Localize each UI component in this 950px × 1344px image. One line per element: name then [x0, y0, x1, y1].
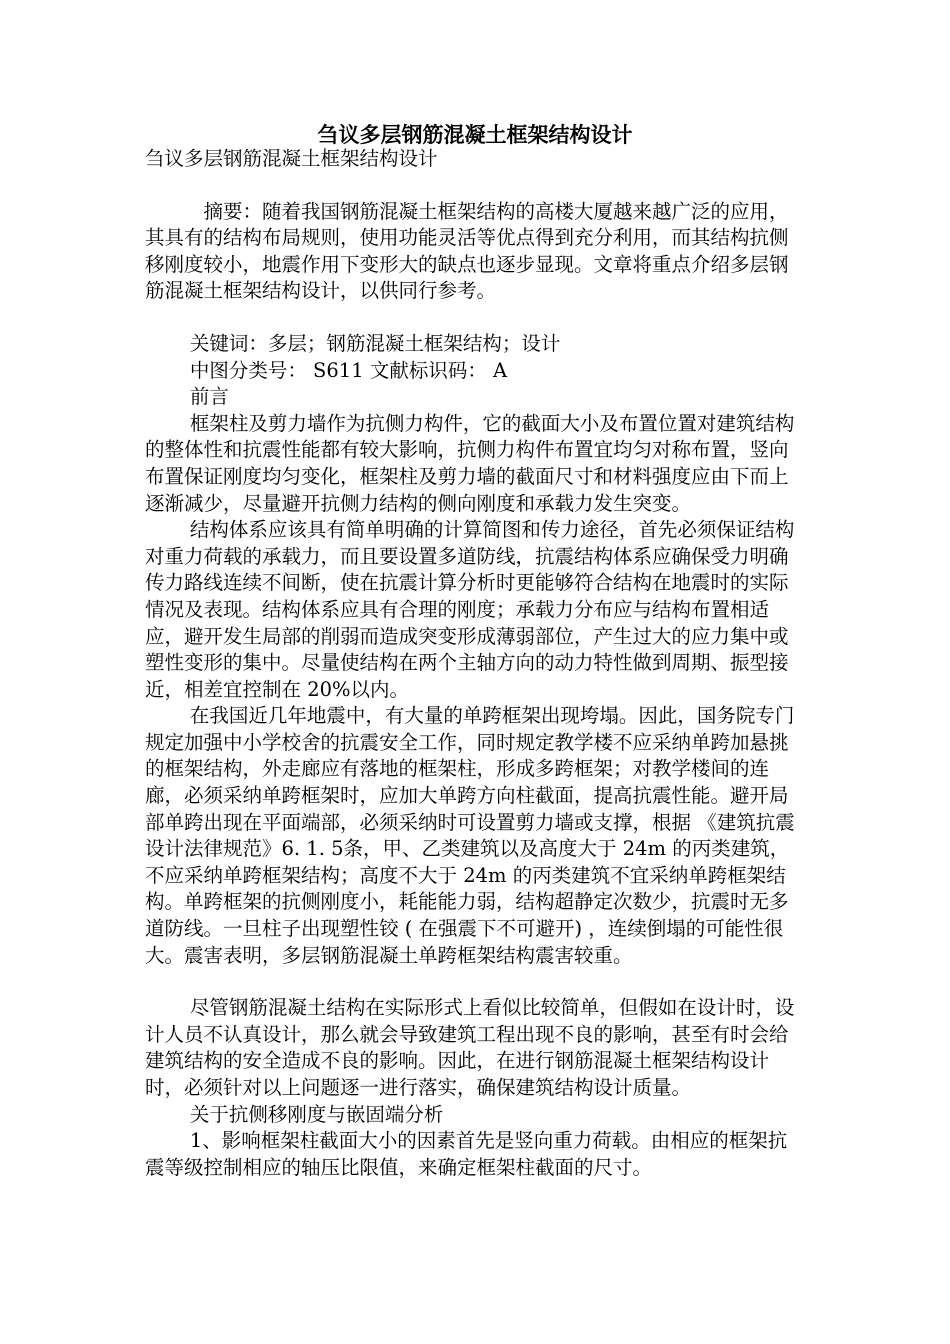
body-paragraph: 1、影响框架柱截面大小的因素首先是竖向重力荷载。由相应的框架抗震等级控制相应的轴压比限值，来确定框架柱截面的尺寸。: [145, 1129, 788, 1179]
section-heading: 关于抗侧移刚度与嵌固端分析: [189, 1102, 444, 1126]
body-paragraph: 框架柱及剪力墙作为抗侧力构件，它的截面大小及布置位置对建筑结构的整体性和抗震性能都有较大影响，抗侧力构件布置宜均匀对称布置，竖向布置保证刚度均匀变化，框架柱及剪力墙的截面尺寸和材料强度应由下而上逐渐减少，尽量避开抗侧力结构的侧向刚度和承载力发生突变。: [145, 411, 795, 515]
blank-line: [145, 969, 805, 995]
blank-line: [145, 173, 805, 199]
body-paragraph: 结构体系应该具有简单明确的计算简图和传力途径，首先必须保证结构对重力荷载的承载力，而且要设置多道防线，抗震结构体系应确保受力明确传力路线连续不间断，使在抗震计算分析时更能够符合结构在地震时的实际情况及表现。结构体系应具有合理的刚度；承载力分布应与结构布置相适应，避开发生局部的削弱而造成突变形成薄弱部位，产生过大的应力集中或塑性变形的集中。尽量使结构在两个主轴方向的动力特性做到周期、振型接近，相差宜控制在 20%以内。: [145, 518, 795, 701]
document-title: 刍议多层钢筋混凝土框架结构设计: [317, 123, 633, 147]
body-paragraph: 尽管钢筋混凝土结构在实际形式上看似比较简单，但假如在设计时，设计人员不认真设计，那么就会导致建筑工程出现不良的影响，甚至有时会给建筑结构的安全造成不良的影响。因此，在进行钢筋混凝土框架结构设计时，必须针对以上问题逐一进行落实，确保建筑结构设计质量。: [145, 996, 795, 1099]
blank-line: [145, 305, 805, 331]
abstract-paragraph: 摘要：随着我国钢筋混凝土框架结构的高楼大厦越来越广泛的应用，其具有的结构布局规则，使用功能灵活等优点得到充分利用，而其结构抗侧移刚度较小，地震作用下变形大的缺点也逐步显现。文章将重点介绍多层钢筋混凝土框架结构设计，以供同行参考。: [145, 199, 789, 303]
keywords-line: 关键词：多层；钢筋混凝土框架结构；设计: [189, 331, 561, 355]
classification-line: 中图分类号： S611 文献标识码： A: [189, 358, 508, 382]
document-subtitle: 刍议多层钢筋混凝土框架结构设计: [145, 147, 438, 170]
body-paragraph: 在我国近几年地震中，有大量的单跨框架出现垮塌。因此，国务院专门规定加强中小学校舍的抗震安全工作，同时规定教学楼不应采纳单跨加悬挑的框架结构，外走廊应有落地的框架柱，形成多跨框架；对教学楼间的连廊，必须采纳单跨框架时，应加大单跨方向柱截面，提高抗震性能。避开局部单跨出现在平面端部，必须采纳时可设置剪力墙或支撑，根据 《建筑抗震设计法律规范》6. 1. 5条，甲、乙类建筑以及高度大于 24m 的丙类建筑，不应采纳单跨框架结构；高度不大于 24m 的丙类建筑不宜采纳单跨框架结构。单跨框架的抗侧刚度小，耗能能力弱，结构超静定次数少，抗震时无多道防线。一旦柱子出现塑性铰 ( 在强震下不可避开) ，连续倒塌的可能性很大。震害表明，多层钢筋混凝土单跨框架结构震害较重。: [145, 704, 795, 967]
document-body: [145, 146, 805, 1181]
preface-heading: 前言: [189, 385, 229, 409]
